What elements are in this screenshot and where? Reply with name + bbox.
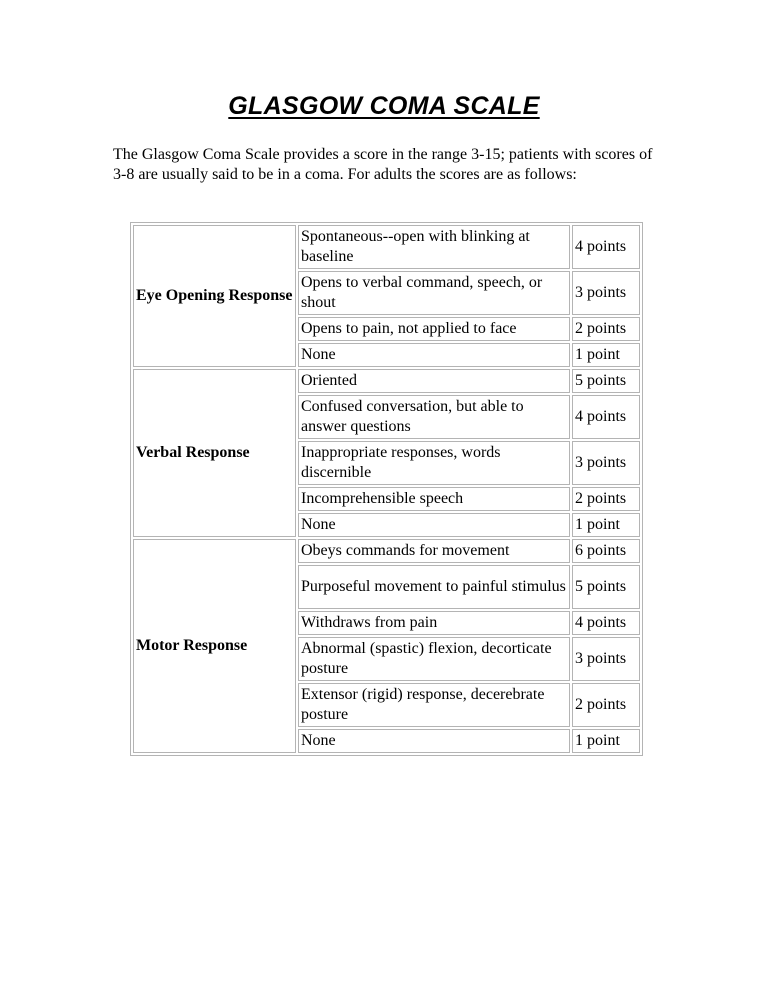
description-cell: Confused conversation, but able to answer questions (298, 395, 570, 439)
points-cell: 2 points (572, 683, 640, 727)
description-cell: Oriented (298, 369, 570, 393)
points-cell: 3 points (572, 441, 640, 485)
points-cell: 4 points (572, 611, 640, 635)
description-cell: Opens to pain, not applied to face (298, 317, 570, 341)
description-cell: None (298, 343, 570, 367)
table-row (133, 225, 640, 269)
category-cell: Eye Opening Response (133, 225, 296, 367)
points-cell: 6 points (572, 539, 640, 563)
description-cell: Obeys commands for movement (298, 539, 570, 563)
points-cell: 2 points (572, 487, 640, 511)
points-cell: 5 points (572, 565, 640, 609)
table-body (133, 225, 640, 753)
category-cell: Verbal Response (133, 369, 296, 537)
page-title (0, 92, 768, 121)
points-cell: 1 point (572, 729, 640, 753)
points-cell: 4 points (572, 225, 640, 269)
points-cell: 1 point (572, 513, 640, 537)
description-cell: Inappropriate responses, words discernible (298, 441, 570, 485)
glasgow-coma-scale-table (130, 222, 643, 756)
description-cell: Purposeful movement to painful stimulus (298, 565, 570, 609)
points-cell: 3 points (572, 271, 640, 315)
points-cell: 2 points (572, 317, 640, 341)
description-cell: Incomprehensible speech (298, 487, 570, 511)
points-cell: 5 points (572, 369, 640, 393)
description-cell: None (298, 729, 570, 753)
table-row (133, 539, 640, 563)
table-row (133, 369, 640, 393)
category-cell: Motor Response (133, 539, 296, 753)
description-cell: Withdraws from pain (298, 611, 570, 635)
points-cell: 4 points (572, 395, 640, 439)
intro-paragraph: The Glasgow Coma Scale provides a score in the range 3-15; patients with scores of 3-8 are usually said to be in a coma. For adults the scores are as follows: (113, 146, 653, 183)
points-cell: 1 point (572, 343, 640, 367)
description-cell: Opens to verbal command, speech, or shout (298, 271, 570, 315)
description-cell: Abnormal (spastic) flexion, decorticate posture (298, 637, 570, 681)
description-cell: Spontaneous--open with blinking at baseline (298, 225, 570, 269)
page-title-text: GLASGOW COMA SCALE (228, 92, 540, 120)
points-cell: 3 points (572, 637, 640, 681)
description-cell: None (298, 513, 570, 537)
description-cell: Extensor (rigid) response, decerebrate posture (298, 683, 570, 727)
